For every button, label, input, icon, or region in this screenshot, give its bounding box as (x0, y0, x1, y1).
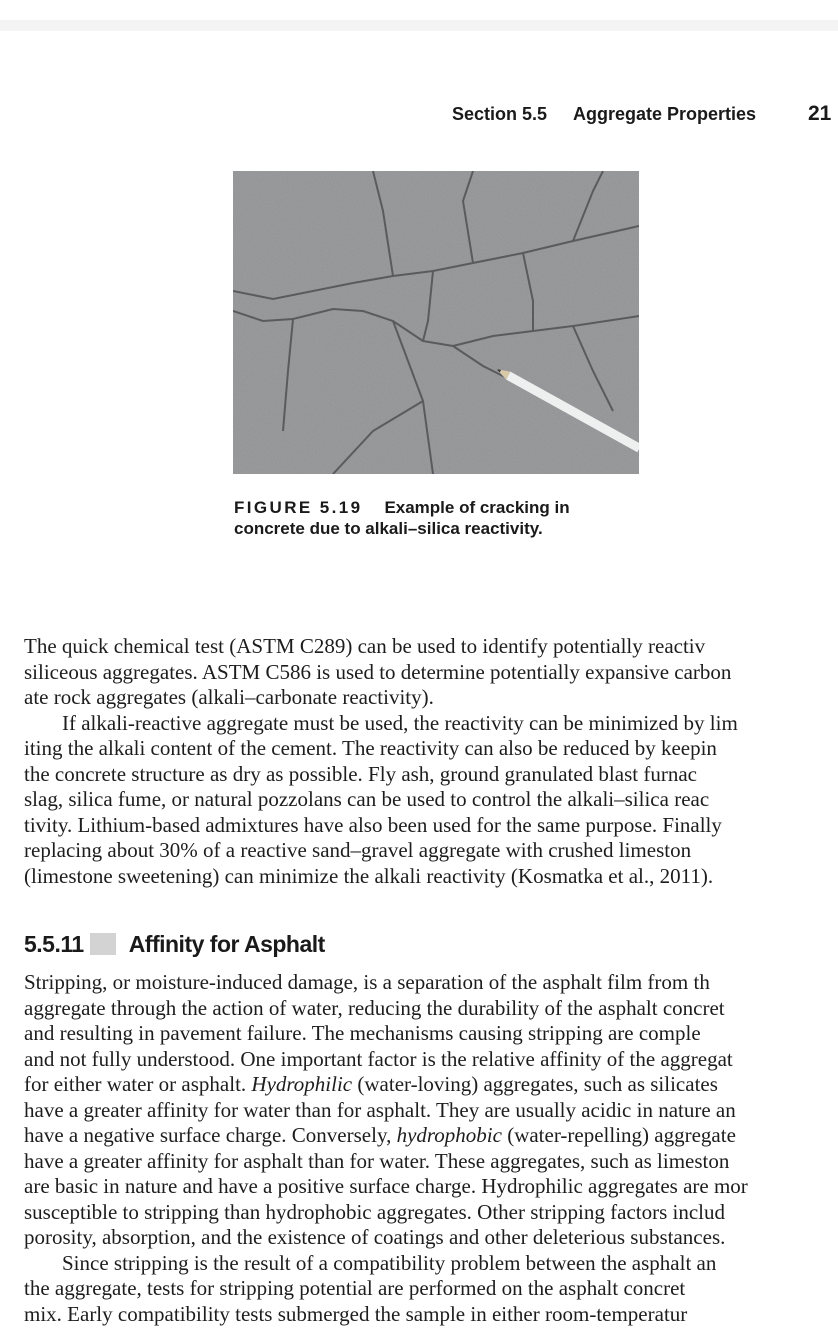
top-band (0, 20, 838, 31)
figure-label: FIGURE 5.19 (234, 498, 363, 517)
text-line: siliceous aggregates. ASTM C586 is used to determine potentially expansive carbon (24, 659, 732, 684)
text-run: for either water or asphalt. (24, 1072, 252, 1096)
text-line (24, 1072, 748, 1098)
text-line: ate rock aggregates (alkali–carbonate reactivity). (24, 685, 434, 709)
text-line: (limestone sweetening) can minimize the alkali reactivity (Kosmatka et al., 2011). (24, 863, 714, 888)
text-line: have a greater affinity for water than for asphalt. They are usually acidic in nature an (24, 1097, 736, 1122)
caption-line-1: Example of cracking in (384, 498, 570, 517)
text-line: slag, silica fume, or natural pozzolans can be used to control the alkali–silica reac (24, 787, 710, 811)
section-heading (24, 931, 325, 958)
caption-line-2: concrete due to alkali–silica reactivity. (234, 519, 543, 538)
text-line: tivity. Lithium-based admixtures have also been used for the same purpose. Finally (24, 812, 722, 837)
text-line: the aggregate, tests for stripping potential are performed on the asphalt concret (24, 1276, 686, 1300)
section-title: Affinity for Asphalt (128, 931, 325, 957)
italic-term: hydrophobic (396, 1123, 502, 1147)
section-number: 5.5.11 (24, 931, 84, 957)
text-run: (water-loving) aggregates, such as silicates (352, 1072, 718, 1096)
text-line: aggregate through the action of water, reducing the durability of the asphalt concret (24, 995, 725, 1020)
running-header-section: Section 5.5 (452, 104, 548, 124)
text-line: iting the alkali content of the cement. The reactivity can also be reduced by keepin (24, 736, 717, 760)
italic-term: Hydrophilic (251, 1072, 353, 1096)
text-line: replacing about 30% of a reactive sand–gravel aggregate with crushed limeston (24, 838, 692, 862)
text-line: Stripping, or moisture-induced damage, is a separation of the asphalt film from th (24, 970, 710, 994)
text-line: If alkali-reactive aggregate must be used, the reactivity can be minimized by lim (62, 710, 738, 735)
text-line: Since stripping is the result of a compatibility problem between the asphalt an (62, 1250, 717, 1275)
paragraph-alkali-reactivity (24, 634, 738, 889)
figure-caption (234, 497, 570, 539)
text-line: the concrete structure as dry as possible. Fly ash, ground granulated blast furnac (24, 761, 697, 786)
text-line: have a greater affinity for asphalt than for water. These aggregates, such as limeston (24, 1148, 730, 1173)
text-line: and not fully understood. One important factor is the relative affinity of the aggregat (24, 1046, 733, 1071)
text-run: have a negative surface charge. Conversely, (24, 1123, 397, 1147)
text-line (24, 1123, 748, 1149)
text-line: mix. Early compatibility tests submerged the sample in either room-temperatur (24, 1301, 688, 1326)
text-run: (water-repelling) aggregate (501, 1123, 736, 1147)
text-line: are basic in nature and have a positive surface charge. Hydrophilic aggregates are mor (24, 1174, 748, 1198)
text-line: porosity, absorption, and the existence of coatings and other deleterious substances. (24, 1225, 726, 1249)
text-line: and resulting in pavement failure. The mechanisms causing stripping are comple (24, 1021, 701, 1045)
page-number: 21 (808, 102, 832, 125)
running-header-title: Aggregate Properties (573, 104, 757, 124)
paragraph-affinity (24, 970, 748, 1327)
text-line: The quick chemical test (ASTM C289) can be used to identify potentially reactiv (24, 634, 706, 658)
text-line: susceptible to stripping than hydrophobic aggregates. Other stripping factors includ (24, 1199, 726, 1224)
heading-square-marker (90, 933, 116, 955)
figure-concrete-cracking-photo (233, 171, 639, 474)
